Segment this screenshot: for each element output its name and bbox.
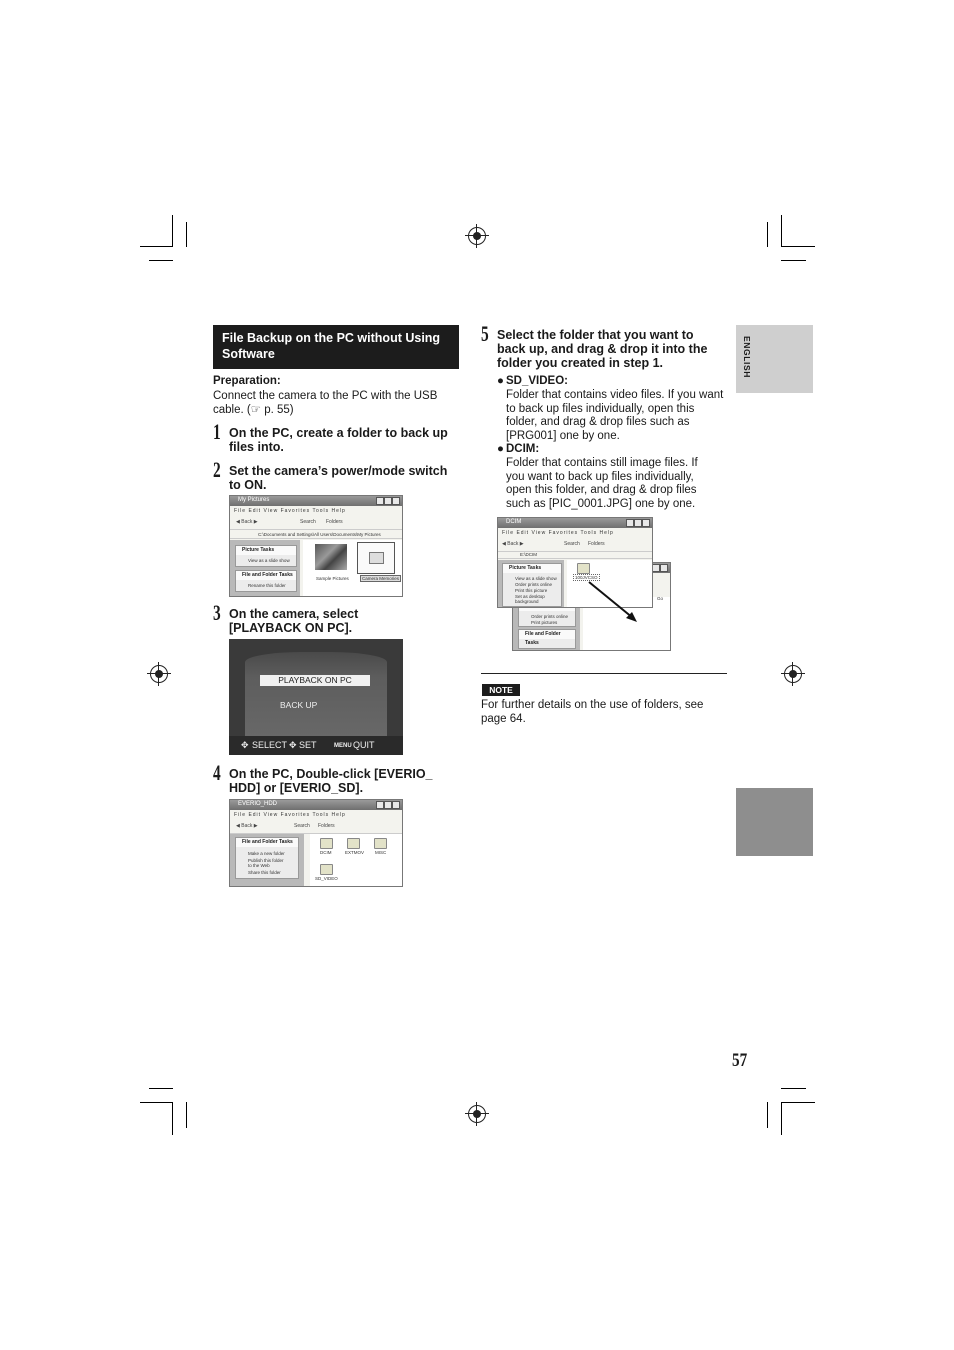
step-text: Select the folder that you want to back up, and drag & drop it into the folder you created in step 1. xyxy=(497,328,708,370)
drag-arrow-icon xyxy=(497,517,673,650)
crop-mark xyxy=(140,246,173,247)
sample-pictures-thumbnail xyxy=(315,544,347,570)
crop-mark xyxy=(186,222,187,247)
step-text: On the PC, create a folder to back up files into. xyxy=(229,426,448,454)
note-tag: NOTE xyxy=(482,684,520,696)
address-bar: C:\Documents and Settings\All Users\Documents\My Pictures xyxy=(230,530,402,539)
panel-item: Set as desktop background xyxy=(515,594,545,604)
language-tab-label: ENGLISH xyxy=(742,336,752,378)
panel-item: Print this picture xyxy=(515,588,548,593)
menu-bar: File Edit View Favorites Tools Help xyxy=(234,508,346,514)
bullet-dot-icon: ● xyxy=(497,443,504,455)
back-up-option[interactable]: BACK UP xyxy=(280,700,318,710)
panel-item: Print pictures xyxy=(531,620,558,625)
folder-label: SD_VIDEO xyxy=(315,876,338,881)
folder-label: DCIM xyxy=(320,850,332,855)
menu-label: MENU xyxy=(334,743,352,749)
bullet-text: Folder that contains video files. If you want to back up files individually, open this folder, and drag & drop files such as [PRG001] one by one. xyxy=(506,389,724,442)
section-tab xyxy=(736,788,813,856)
registration-mark-icon xyxy=(468,227,486,245)
select-icon: ✥ xyxy=(241,740,249,750)
bullet-text: Folder that contains still image files. If you want to back up files individually, open this folder, and drag & drop files such as [PIC_0001.JPG] one by one. xyxy=(506,457,698,510)
panel-item: Rename this folder xyxy=(248,583,286,588)
preparation-label: Preparation: xyxy=(213,375,281,387)
item-label: Sample Pictures xyxy=(316,576,349,581)
folder-label: 100JVCSO xyxy=(575,575,598,580)
my-pictures-window: My Pictures File Edit View Favorites Tools Help ◀ Back ▶ Search Folders C:\Documents and Settings\All Users\Documents\My Pictures Picture Tasks View as a slide show File and Folder Tasks Rename this folder Sample Pictures Camera Memories xyxy=(229,495,403,597)
playback-on-pc-option[interactable]: PLAYBACK ON PC xyxy=(260,675,370,686)
folder-icon xyxy=(320,864,333,875)
window-title: DCIM xyxy=(506,519,522,525)
panel-item: Share this folder xyxy=(248,870,281,875)
step-number: 5 xyxy=(481,321,489,346)
menu-bar: File Edit View Favorites Tools Help xyxy=(502,530,614,536)
panel-item: Order prints online xyxy=(515,582,553,587)
crop-mark xyxy=(781,246,815,247)
crop-mark xyxy=(781,260,806,261)
crop-mark xyxy=(149,260,173,261)
registration-mark-icon xyxy=(468,1105,486,1123)
set-label: SET xyxy=(299,740,317,750)
step-number: 1 xyxy=(213,419,221,444)
crop-mark xyxy=(781,1102,815,1103)
crop-mark xyxy=(186,1102,187,1128)
select-label: SELECT xyxy=(252,740,288,750)
bullet-label: SD_VIDEO: xyxy=(506,375,568,387)
step-text: On the camera, select [PLAYBACK ON PC]. xyxy=(229,607,359,635)
dcim-window: DCIM File Edit View Favorites Tools Help ◀ Back ▶ Search Folders E:\DCIM Picture Tasks View as a slide show Order prints online Print this picture Set as desktop background 100JVCSO xyxy=(497,517,653,608)
address-bar: E:\DCIM xyxy=(498,551,652,559)
menu-bar: File Edit View Favorites Tools Help xyxy=(234,812,346,818)
item-label: Camera Memories xyxy=(362,576,400,581)
crop-mark xyxy=(767,1102,768,1128)
page-number: 57 xyxy=(732,1050,748,1071)
note-text: For further details on the use of folders, see page 64. xyxy=(481,699,704,725)
folder-icon xyxy=(369,552,384,564)
window-title: My Pictures xyxy=(238,497,270,503)
panel-item: Make a new folder xyxy=(248,851,285,856)
crop-mark xyxy=(781,215,782,247)
panel-title: Picture Tasks xyxy=(503,564,561,573)
panel-title: Picture Tasks xyxy=(236,546,296,555)
quit-label: QUIT xyxy=(353,740,375,750)
camera-control-bar xyxy=(229,736,403,755)
registration-mark-icon xyxy=(150,665,168,683)
folder-label: MISC xyxy=(375,850,387,855)
crop-mark xyxy=(781,1102,782,1135)
step-number: 2 xyxy=(213,457,221,482)
crop-mark xyxy=(172,1102,173,1135)
step-text: On the PC, Double-click [EVERIO_ HDD] or [EVERIO_SD]. xyxy=(229,767,433,795)
step-number: 3 xyxy=(213,600,221,625)
panel-title: File and Folder Tasks xyxy=(236,838,298,847)
preparation-text: Connect the camera to the PC with the USB cable. (☞ p. 55) xyxy=(213,390,438,416)
bullet-dot-icon: ● xyxy=(497,375,504,387)
step-text: Set the camera’s power/mode switch to ON. xyxy=(229,464,448,492)
crop-mark xyxy=(140,1102,173,1103)
panel-item: View as a slide show xyxy=(515,576,557,581)
language-tab xyxy=(736,325,813,393)
drag-drop-illustration xyxy=(497,517,673,650)
folder-label: EXTMOV xyxy=(345,850,365,855)
crop-mark xyxy=(149,1088,173,1089)
camera-screen xyxy=(229,639,403,755)
folder-icon xyxy=(320,838,333,849)
crop-mark xyxy=(172,215,173,247)
go-button[interactable]: Go xyxy=(657,596,664,601)
note-divider xyxy=(481,673,727,674)
crop-mark xyxy=(767,222,768,247)
section-header: File Backup on the PC without Using Software xyxy=(213,325,459,369)
panel-item: Publish this folder to the Web xyxy=(248,858,284,868)
panel-title: File and Folder Tasks xyxy=(236,571,296,580)
set-icon: ✥ xyxy=(289,740,297,750)
folder-icon xyxy=(347,838,360,849)
folder-icon xyxy=(374,838,387,849)
registration-mark-icon xyxy=(784,665,802,683)
panel-item: View as a slide show xyxy=(248,558,290,563)
window-title: EVERIO_HDD xyxy=(238,801,278,807)
panel-title: File and Folder Tasks xyxy=(519,630,575,639)
panel-item: Order prints online xyxy=(531,614,569,619)
step-number: 4 xyxy=(213,760,221,785)
everio-hdd-window: EVERIO_HDD File Edit View Favorites Tools Help ◀ Back ▶ Search Folders File and Folder Tasks Make a new folder Publish this folder to the Web Share this folder DCIM EXTMOV MISC SD_VIDEO xyxy=(229,799,403,887)
bullet-label: DCIM: xyxy=(506,443,540,455)
crop-mark xyxy=(781,1088,806,1089)
